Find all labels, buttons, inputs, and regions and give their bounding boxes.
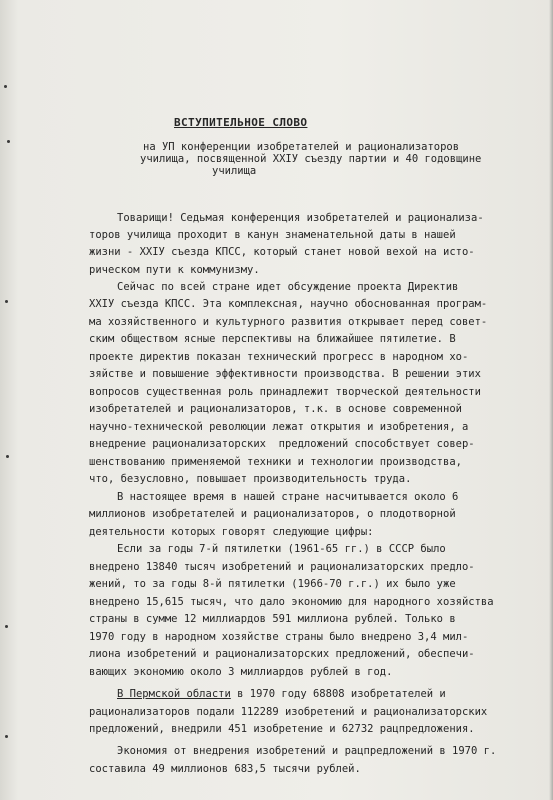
body-line: рическом пути к коммунизму. — [89, 264, 260, 276]
body-line: вающих экономию около 3 миллиардов рублей в год. — [89, 666, 393, 678]
body-line: рационализаторов подали 112289 изобретений и рационализаторских — [89, 706, 488, 718]
body-line: проекте директив показан технический прогресс в народном хо- — [89, 351, 469, 363]
body-line: ским обществом ясные перспективы на ближайшее пятилетие. В — [89, 333, 456, 345]
body-line: В настоящее время в нашей стране насчитывается около 6 — [117, 491, 459, 503]
body-line: деятельности которых говорят следующие цифры: — [89, 526, 374, 538]
binding-hole-mark — [4, 85, 7, 88]
body-line: ХХIУ съезда КПСС. Эта комплексная, научно обоснованная програм- — [89, 298, 488, 310]
body-line: Если за годы 7-й пятилетки (1961-65 гг.) в СССР было — [117, 543, 446, 555]
body-line: зяйстве и повышение эффективности производства. В решении этих — [89, 368, 481, 380]
binding-hole-mark — [5, 300, 8, 303]
binding-hole-mark — [5, 735, 8, 738]
body-line: внедрение рационализаторских предложений способствует совер- — [89, 438, 475, 450]
body-line: шенствованию применяемой техники и технологии производства, — [89, 456, 462, 468]
page-edge-shadow — [549, 0, 553, 800]
body-line: Экономия от внедрения изобретений и рацпредложений в 1970 г. — [117, 745, 497, 757]
subtitle-line: на УП конференции изобретателей и рационализаторов — [143, 141, 460, 153]
body-line: миллионов изобретателей и рационализаторов, о плодотворной — [89, 508, 456, 520]
binding-hole-mark — [7, 140, 10, 143]
body-line: научно-технической революции лежат открытия и изобретения, а — [89, 421, 469, 433]
body-line: торов училища проходит в канун знаменательной даты в нашей — [89, 229, 456, 241]
body-line-rest: в 1970 году 68808 изобретателей и — [230, 688, 446, 700]
body-line: что, безусловно, повышает производительность труда. — [89, 473, 412, 485]
body-line: вопросов существенная роль принадлежит творческой деятельности — [89, 386, 481, 398]
binding-hole-mark — [5, 625, 8, 628]
subtitle-line: училища — [212, 165, 257, 177]
body-line: внедрено 15,615 тысяч, что дало экономию для народного хозяйства — [89, 596, 494, 608]
body-line: лиона изобретений и рационализаторских предложений, обеспечи- — [89, 648, 475, 660]
binding-hole-mark — [6, 455, 9, 458]
body-line: жизни - ХХIУ съезда КПСС, который станет новой вехой на исто- — [89, 246, 475, 258]
body-line — [117, 688, 446, 700]
body-line: жений, то за годы 8-й пятилетки (1966-70 г.г.) их было уже — [89, 578, 456, 590]
document-title: ВСТУПИТЕЛЬНОЕ СЛОВО — [174, 116, 308, 129]
subtitle-line: училища, посвященной ХХIУ съезду партии и 40 годовщине — [140, 153, 482, 165]
body-line: ма хозяйственного и культурного развития открывает перед совет- — [89, 316, 488, 328]
body-line: страны в сумме 12 миллиардов 591 миллиона рублей. Только в — [89, 613, 456, 625]
body-line: составила 49 миллионов 683,5 тысячи рублей. — [89, 763, 361, 775]
body-line: 1970 году в народном хозяйстве страны было внедрено 3,4 мил- — [89, 631, 469, 643]
body-line: Сейчас по всей стране идет обсуждение проекта Директив — [117, 281, 459, 293]
body-line: внедрено 13840 тысяч изобретений и рационализаторских предло- — [89, 561, 475, 573]
body-line: предложений, внедрили 451 изобретение и 62732 рацпредложения. — [89, 723, 475, 735]
region-underlined: В Пермской области — [117, 688, 231, 700]
body-line: изобретателей и рационализаторов, т.к. в основе современной — [89, 403, 462, 415]
body-line: Товарищи! Седьмая конференция изобретателей и рационализа- — [117, 212, 484, 224]
